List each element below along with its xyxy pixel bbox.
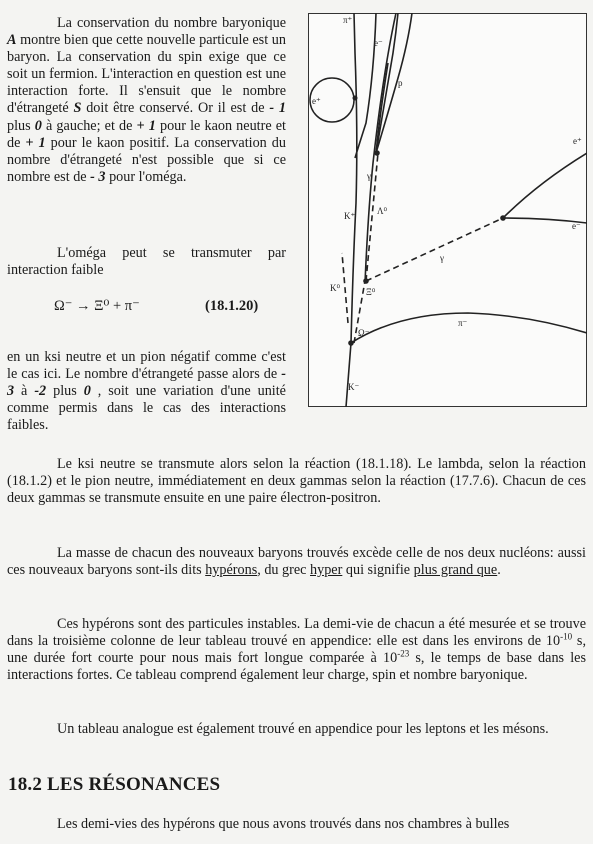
text-run: doit être conservé. Or il est de — [81, 100, 270, 117]
equation-18-1-20 — [42, 296, 272, 318]
value: - 1 — [269, 100, 286, 117]
exponent: -23 — [397, 648, 410, 659]
equation-number: (18.1.20) — [205, 298, 259, 314]
paragraph-ksi-pion — [7, 349, 286, 434]
vertex-e-plus — [353, 96, 358, 101]
label-pi-plus: π⁺ — [343, 15, 353, 25]
value: 0 — [34, 117, 42, 134]
vertex-gamma — [500, 215, 506, 221]
term-plus-grand-que: plus grand que — [413, 562, 498, 579]
paragraph-half-lives: Les demi-vies des hypérons que nous avons trouvés dans nos chambres à bulles — [57, 816, 510, 832]
symbol-S: S — [73, 100, 82, 117]
label-xi0: Ξ⁰ — [366, 287, 376, 297]
text-run: pour le kaon neutre et de — [7, 117, 286, 151]
paragraph-hyperons-mass — [7, 545, 586, 579]
paragraph-baryon-conservation — [7, 15, 286, 186]
text-run: plus — [46, 383, 84, 400]
text-run: s, le temps de base dans les interactions fortes. Ce tableau comprend également leur charge, spin et nombre baryonique. — [7, 650, 587, 684]
text-run: , soit une variation d'une unité comme permis dans le cas des interactions faibles. — [7, 383, 286, 434]
text-run: pour l'oméga. — [105, 168, 187, 185]
paragraph-hyperons-half-life — [7, 616, 586, 684]
value: - 3 — [90, 168, 106, 185]
equation-formula: Ω⁻ → Ξ⁰ + π⁻ — [54, 298, 140, 314]
label-e-minus-top: e⁻ — [374, 38, 383, 48]
paragraph-omega-weak: L'oméga peut se transmuter par interaction faible — [7, 245, 286, 279]
term-hyper: hyper — [310, 562, 343, 579]
value: 0 — [83, 383, 91, 400]
value: + 1 — [25, 134, 46, 151]
symbol-A: A — [7, 32, 17, 49]
label-omega: Ω⁻ — [358, 328, 370, 338]
exponent: -10 — [560, 631, 573, 642]
label-e-plus-right: e⁺ — [573, 136, 582, 146]
text-run: plus — [7, 117, 35, 134]
text-run: . — [497, 562, 501, 579]
text-run: Ces hypérons sont des particules instables. La demi-vie de chacun a été mesurée et se trouve dans la troisième colonne de leur tableau trouvé en appendice: elle est dans les environs de 10 — [7, 616, 586, 650]
value: - 3 — [7, 366, 286, 400]
label-pi-minus: π⁻ — [458, 318, 468, 328]
paragraph-leptons-mesons: Un tableau analogue est également trouvé en appendice pour les leptons et les mésons. — [57, 721, 549, 737]
section-heading: 18.2 LES RÉSONANCES — [8, 774, 221, 795]
vertex-lambda0 — [374, 150, 380, 156]
text-run: s, une durée fort courte pour nous mais fort longue comparée à 10 — [7, 633, 586, 667]
label-e-minus-right: e⁻ — [572, 221, 581, 231]
text-run: , du grec — [257, 562, 311, 579]
text-run: qui signifie — [342, 562, 414, 579]
vertex-xi0 — [363, 278, 369, 284]
text-run: pour le kaon positif. La conservation du nombre d'étrangeté n'est possible que si ce nombre est de — [7, 134, 286, 185]
label-k-plus: K⁺ — [344, 211, 356, 221]
text-run: La masse de chacun des nouveaux baryons trouvés excède celle de nos deux nucléons: aussi ces nouveaux baryons sont-ils dits — [7, 545, 586, 579]
bubble-chamber-figure — [308, 13, 587, 407]
paragraph-ksi-transmutation: Le ksi neutre se transmute alors selon la réaction (18.1.18). Le lambda, selon la réaction (18.1.2) et le pion neutre, immédiatement en deux gammas selon la réaction (17.7.6). Chacun de ces deux gammas se transmute ensuite en une paire électron-positron. — [7, 456, 586, 507]
label-k0: K⁰ — [330, 283, 341, 293]
label-k-minus: K⁻ — [348, 382, 360, 392]
vertex-omega — [348, 340, 354, 346]
label-gamma-1: γ — [367, 171, 371, 181]
text-run: montre bien que cette nouvelle particule est un baryon. La conservation du spin exige que ce soit un fermion. L'interaction en question est une interaction forte. Il s'ensuit que le nombre d'étrangeté — [7, 32, 286, 117]
value: + 1 — [136, 117, 156, 134]
label-p: p — [398, 78, 403, 88]
label-e-plus-circle: e⁺ — [312, 96, 321, 106]
text-run: à gauche; et de — [41, 117, 137, 134]
text-run: en un ksi neutre et un pion négatif comme c'est le cas ici. Le nombre d'étrangeté passe alors de — [7, 349, 286, 383]
text-run: La conservation du nombre baryonique — [57, 15, 286, 31]
label-gamma-2: γ — [440, 253, 444, 263]
term-hyperons: hypérons — [205, 562, 258, 579]
text-run: à — [14, 383, 35, 400]
value: -2 — [34, 383, 47, 400]
label-lambda0: Λ⁰ — [377, 206, 388, 216]
